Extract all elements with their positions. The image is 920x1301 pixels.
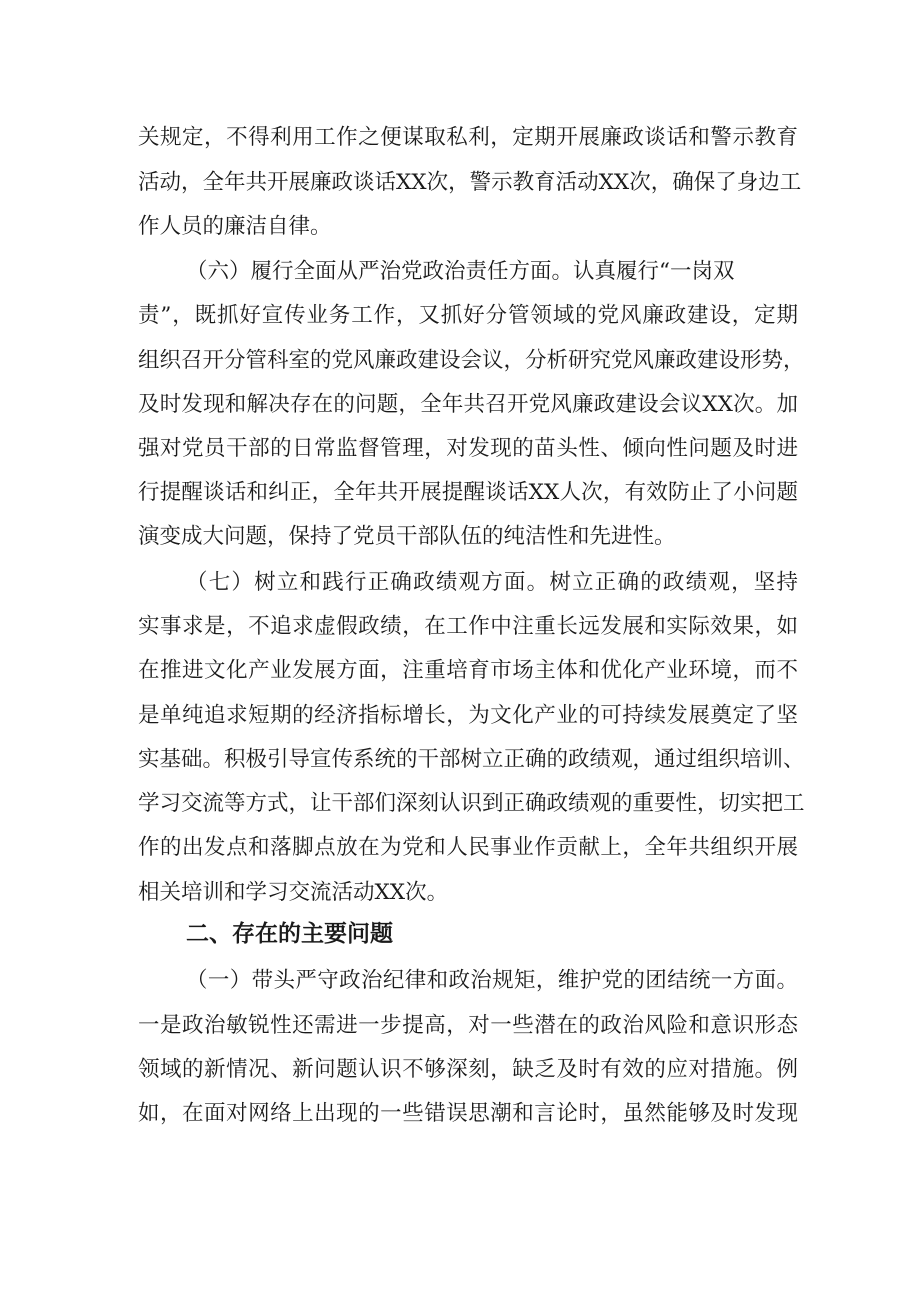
paragraph-line: 如，在面对网络上出现的一些错误思潮和言论时，虽然能够及时发现 — [138, 1101, 798, 1126]
paragraph-line: 是单纯追求短期的经济指标增长，为文化产业的可持续发展奠定了坚 — [138, 703, 798, 728]
paragraph-line: 实事求是，不追求虚假政绩，在工作中注重长远发展和实际效果，如 — [138, 614, 798, 639]
paragraph-line: 关规定，不得利用工作之便谋取私利，定期开展廉政谈话和警示教育 — [138, 125, 798, 150]
paragraph-line: 及时发现和解决存在的问题，全年共召开党风廉政建设会议XX次。加 — [138, 392, 798, 417]
paragraph-line: 相关培训和学习交流活动XX次。 — [138, 880, 449, 905]
paragraph-line: 行提醒谈话和纠正，全年共开展提醒谈话XX人次，有效防止了小问题 — [138, 480, 798, 505]
paragraph-line: 领域的新情况、新问题认识不够深刻，缺乏及时有效的应对措施。例 — [138, 1057, 798, 1082]
paragraph-line: 实基础。积极引导宣传系统的干部树立正确的政绩观，通过组织培训、 — [138, 747, 805, 772]
paragraph-line: 作人员的廉洁自律。 — [138, 214, 332, 239]
paragraph-line: 作的出发点和落脚点放在为党和人民事业作贡献上，全年共组织开展 — [138, 835, 798, 860]
paragraph-line: 活动，全年共开展廉政谈话XX次，警示教育活动XX次，确保了身边工 — [138, 170, 802, 195]
paragraph-line: （六）履行全面从严治党政治责任方面。认真履行“一岗双 — [186, 259, 735, 284]
paragraph-line: 在推进文化产业发展方面，注重培育市场主体和优化产业环境，而不 — [138, 658, 798, 683]
paragraph-line: 强对党员干部的日常监督管理，对发现的苗头性、倾向性问题及时进 — [138, 436, 798, 461]
paragraph-line: 演变成大问题，保持了党员干部队伍的纯洁性和先进性。 — [138, 524, 676, 549]
paragraph-line: 一是政治敏锐性还需进一步提高，对一些潜在的政治风险和意识形态 — [138, 1013, 798, 1038]
section-heading: 二、存在的主要问题 — [186, 921, 393, 947]
paragraph-line: （七）树立和践行正确政绩观方面。树立正确的政绩观，坚持 — [186, 570, 798, 595]
paragraph-line: （一）带头严守政治纪律和政治规矩，维护党的团结统一方面。 — [186, 968, 798, 993]
paragraph-line: 组织召开分管科室的党风廉政建设会议，分析研究党风廉政建设形势， — [138, 348, 805, 373]
paragraph-line: 学习交流等方式，让干部们深刻认识到正确政绩观的重要性，切实把工 — [138, 791, 805, 816]
paragraph-line: 责”，既抓好宣传业务工作，又抓好分管领域的党风廉政建设，定期 — [138, 303, 798, 328]
